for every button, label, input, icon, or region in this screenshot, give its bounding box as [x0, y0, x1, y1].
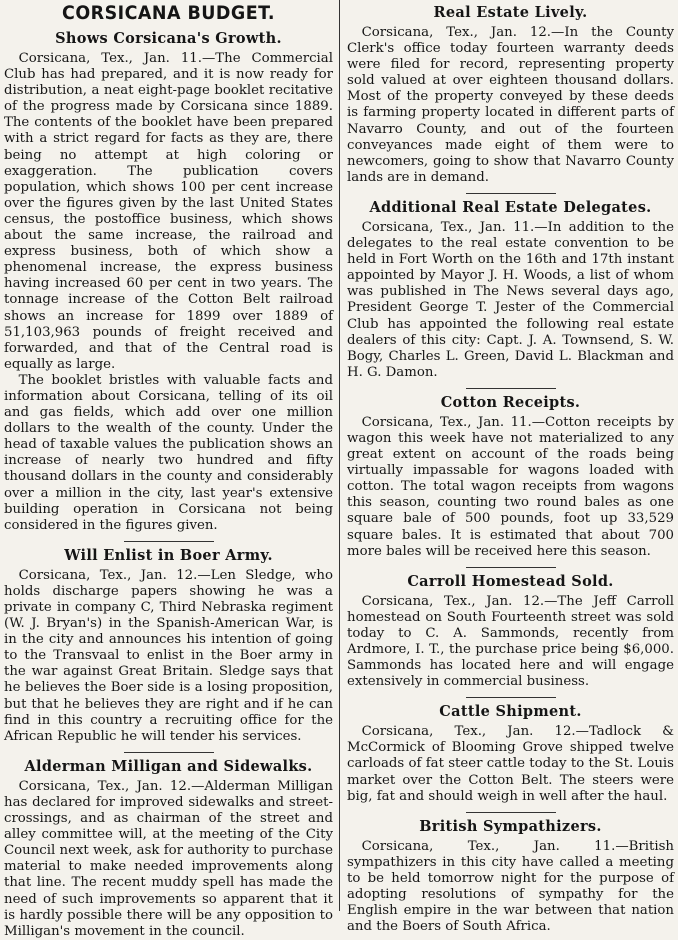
article-paragraph: Corsicana, Tex., Jan. 11.—British sympathizers in this city have called a meeting to be held tomorrow night for the purpose of adopting resolutions of sympathy for the English empire in the war between that nation and the Boers of South Africa. [347, 838, 674, 935]
article-paragraph: Corsicana, Tex., Jan. 11.—Cotton receipts by wagon this week have not materialized to any great extent on account of the roads being virtually impassable for wagons loaded with cotton. The total wagon receipts from wagons this season, counting two round bales as one square bale of 500 pounds, foot up 33,529 square bales. It is estimated that about 700 more bales will be received here this season. [347, 414, 674, 559]
article-separator [466, 388, 556, 389]
article-body [347, 415, 674, 560]
article [345, 818, 676, 936]
article-paragraph: Corsicana, Tex., Jan. 12.—Tadlock & McCormick of Blooming Grove shipped twelve carloads of fat steer cattle today to the St. Louis market over the Cotton Belt. The steers were big, fat and should weigh in well after the haul. [347, 724, 674, 804]
article-paragraph: Corsicana, Tex., Jan. 11.—In addition to the delegates to the real estate convention to be held in Fort Worth on the 16th and 17th instant appointed by Mayor J. H. Woods, a list of whom was published in The News several days ago, President George T. Jester of the Commercial Club has appointed the following real estate dealers of this city: Capt. J. A. Townsend, S. W. Bogy, Charles L. Green, David L. Blackman and H. G. Damon. [347, 219, 674, 380]
article-separator [466, 567, 556, 568]
article-headline: Alderman Milligan and Sidewalks. [24, 757, 313, 775]
article-paragraph: Corsicana, Tex., Jan. 11.—The Commercial Club has had prepared, and it is now ready for distribution, a neat eight-page booklet recitative of the progress made by Corsicana since 1889. The contents of the booklet have been prepared with a strict regard for facts as they are, there being no attempt at high coloring or exaggeration. The publication covers population, which shows 100 per cent increase over the figures given by the last United States census, the postoffice business, which shows about the same increase, the railroad and express business, both of which show a phenomenal increase, the express business having increased 60 per cent in two years. The tonnage increase of the Cotton Belt railroad shows an increase for 1899 over 1889 of 51,103,963 pounds of freight received and forwarded, and that of the Central road is equally as large. [4, 51, 333, 372]
right-articles [345, 4, 676, 935]
article-separator [124, 541, 214, 542]
article-headline: Cotton Receipts. [440, 393, 581, 411]
article [345, 199, 676, 381]
left-articles [2, 30, 335, 940]
masthead: CORSICANA BUDGET. [62, 2, 275, 24]
article-paragraph: Corsicana, Tex., Jan. 12.—Len Sledge, who holds discharge papers showing he was a private in company C, Third Nebraska regiment (W. J. Bryan's) in the Spanish-American War, is in the city and announces his intention of going to the Transvaal to enlist in the Boer army in the war against Great Britain. Sledge says that he believes the Boer side is a losing proposition, but that he believes they are right and if he can find in this country a recruiting office for the African Republic he will tender his services. [4, 567, 333, 744]
article-separator [466, 193, 556, 194]
column-rule [339, 0, 340, 911]
article-headline: Shows Corsicana's Growth. [55, 30, 282, 47]
article [2, 547, 335, 745]
article-separator [466, 697, 556, 698]
article-headline: Additional Real Estate Delegates. [369, 198, 652, 216]
article [345, 703, 676, 804]
article-body [347, 839, 674, 936]
article [2, 758, 335, 940]
article-body [347, 220, 674, 381]
article-headline: Real Estate Lively. [433, 4, 588, 21]
article-body [4, 51, 333, 534]
article-body [347, 724, 674, 804]
article-paragraph: Corsicana, Tex., Jan. 12.—The Jeff Carroll homestead on South Fourteenth street was sold today to C. A. Sammonds, recently from Ardmore, I. T., the purchase price being $6,000. Sammonds has located here and will engage extensively in commercial business. [347, 593, 674, 690]
article-headline: Will Enlist in Boer Army. [64, 546, 273, 564]
article-paragraph: Corsicana, Tex., Jan. 12.—In the County Clerk's office today fourteen warranty deeds were filed for record, representing property sold valued at over eighteen thousand dollars. Most of the property conveyed by these deeds is farming property located in different parts of Navarro County, and out of the fourteen conveyances made eight of them were to newcomers, going to show that Navarro County lands are in demand. [347, 25, 674, 185]
article-separator [466, 812, 556, 813]
left-column [2, 0, 335, 939]
article-paragraph: Corsicana, Tex., Jan. 12.—Alderman Milligan has declared for improved sidewalks and street-crossings, and as chairman of the street and alley committee will, at the meeting of the City Council next week, ask for authority to purchase material to make needed improvements along that line. The recent muddy spell has made the need of such improvements so apparent that it is hardly possible there will be any opposition to Milligan's movement in the council. [4, 778, 333, 939]
article [2, 30, 335, 534]
article [345, 4, 676, 186]
article-headline: Carroll Homestead Sold. [407, 572, 614, 590]
article-paragraph: The booklet bristles with valuable facts and information about Corsicana, telling of its oil and gas fields, which add over one million dollars to the wealth of the county. Under the head of taxable values the publication shows an increase of nearly two hundred and fifty thousand dollars in the county and considerably over a million in the city, last year's extensive building operation in Corsicana not being considered in the figures given. [4, 372, 333, 533]
article [345, 573, 676, 691]
article-body [4, 779, 333, 940]
article-separator [124, 752, 214, 753]
article-headline: British Sympathizers. [419, 817, 602, 835]
article [345, 394, 676, 560]
article-body [347, 25, 674, 186]
article-body [4, 568, 333, 745]
article-body [347, 594, 674, 691]
article-headline: Cattle Shipment. [439, 703, 582, 721]
right-column [345, 0, 676, 935]
